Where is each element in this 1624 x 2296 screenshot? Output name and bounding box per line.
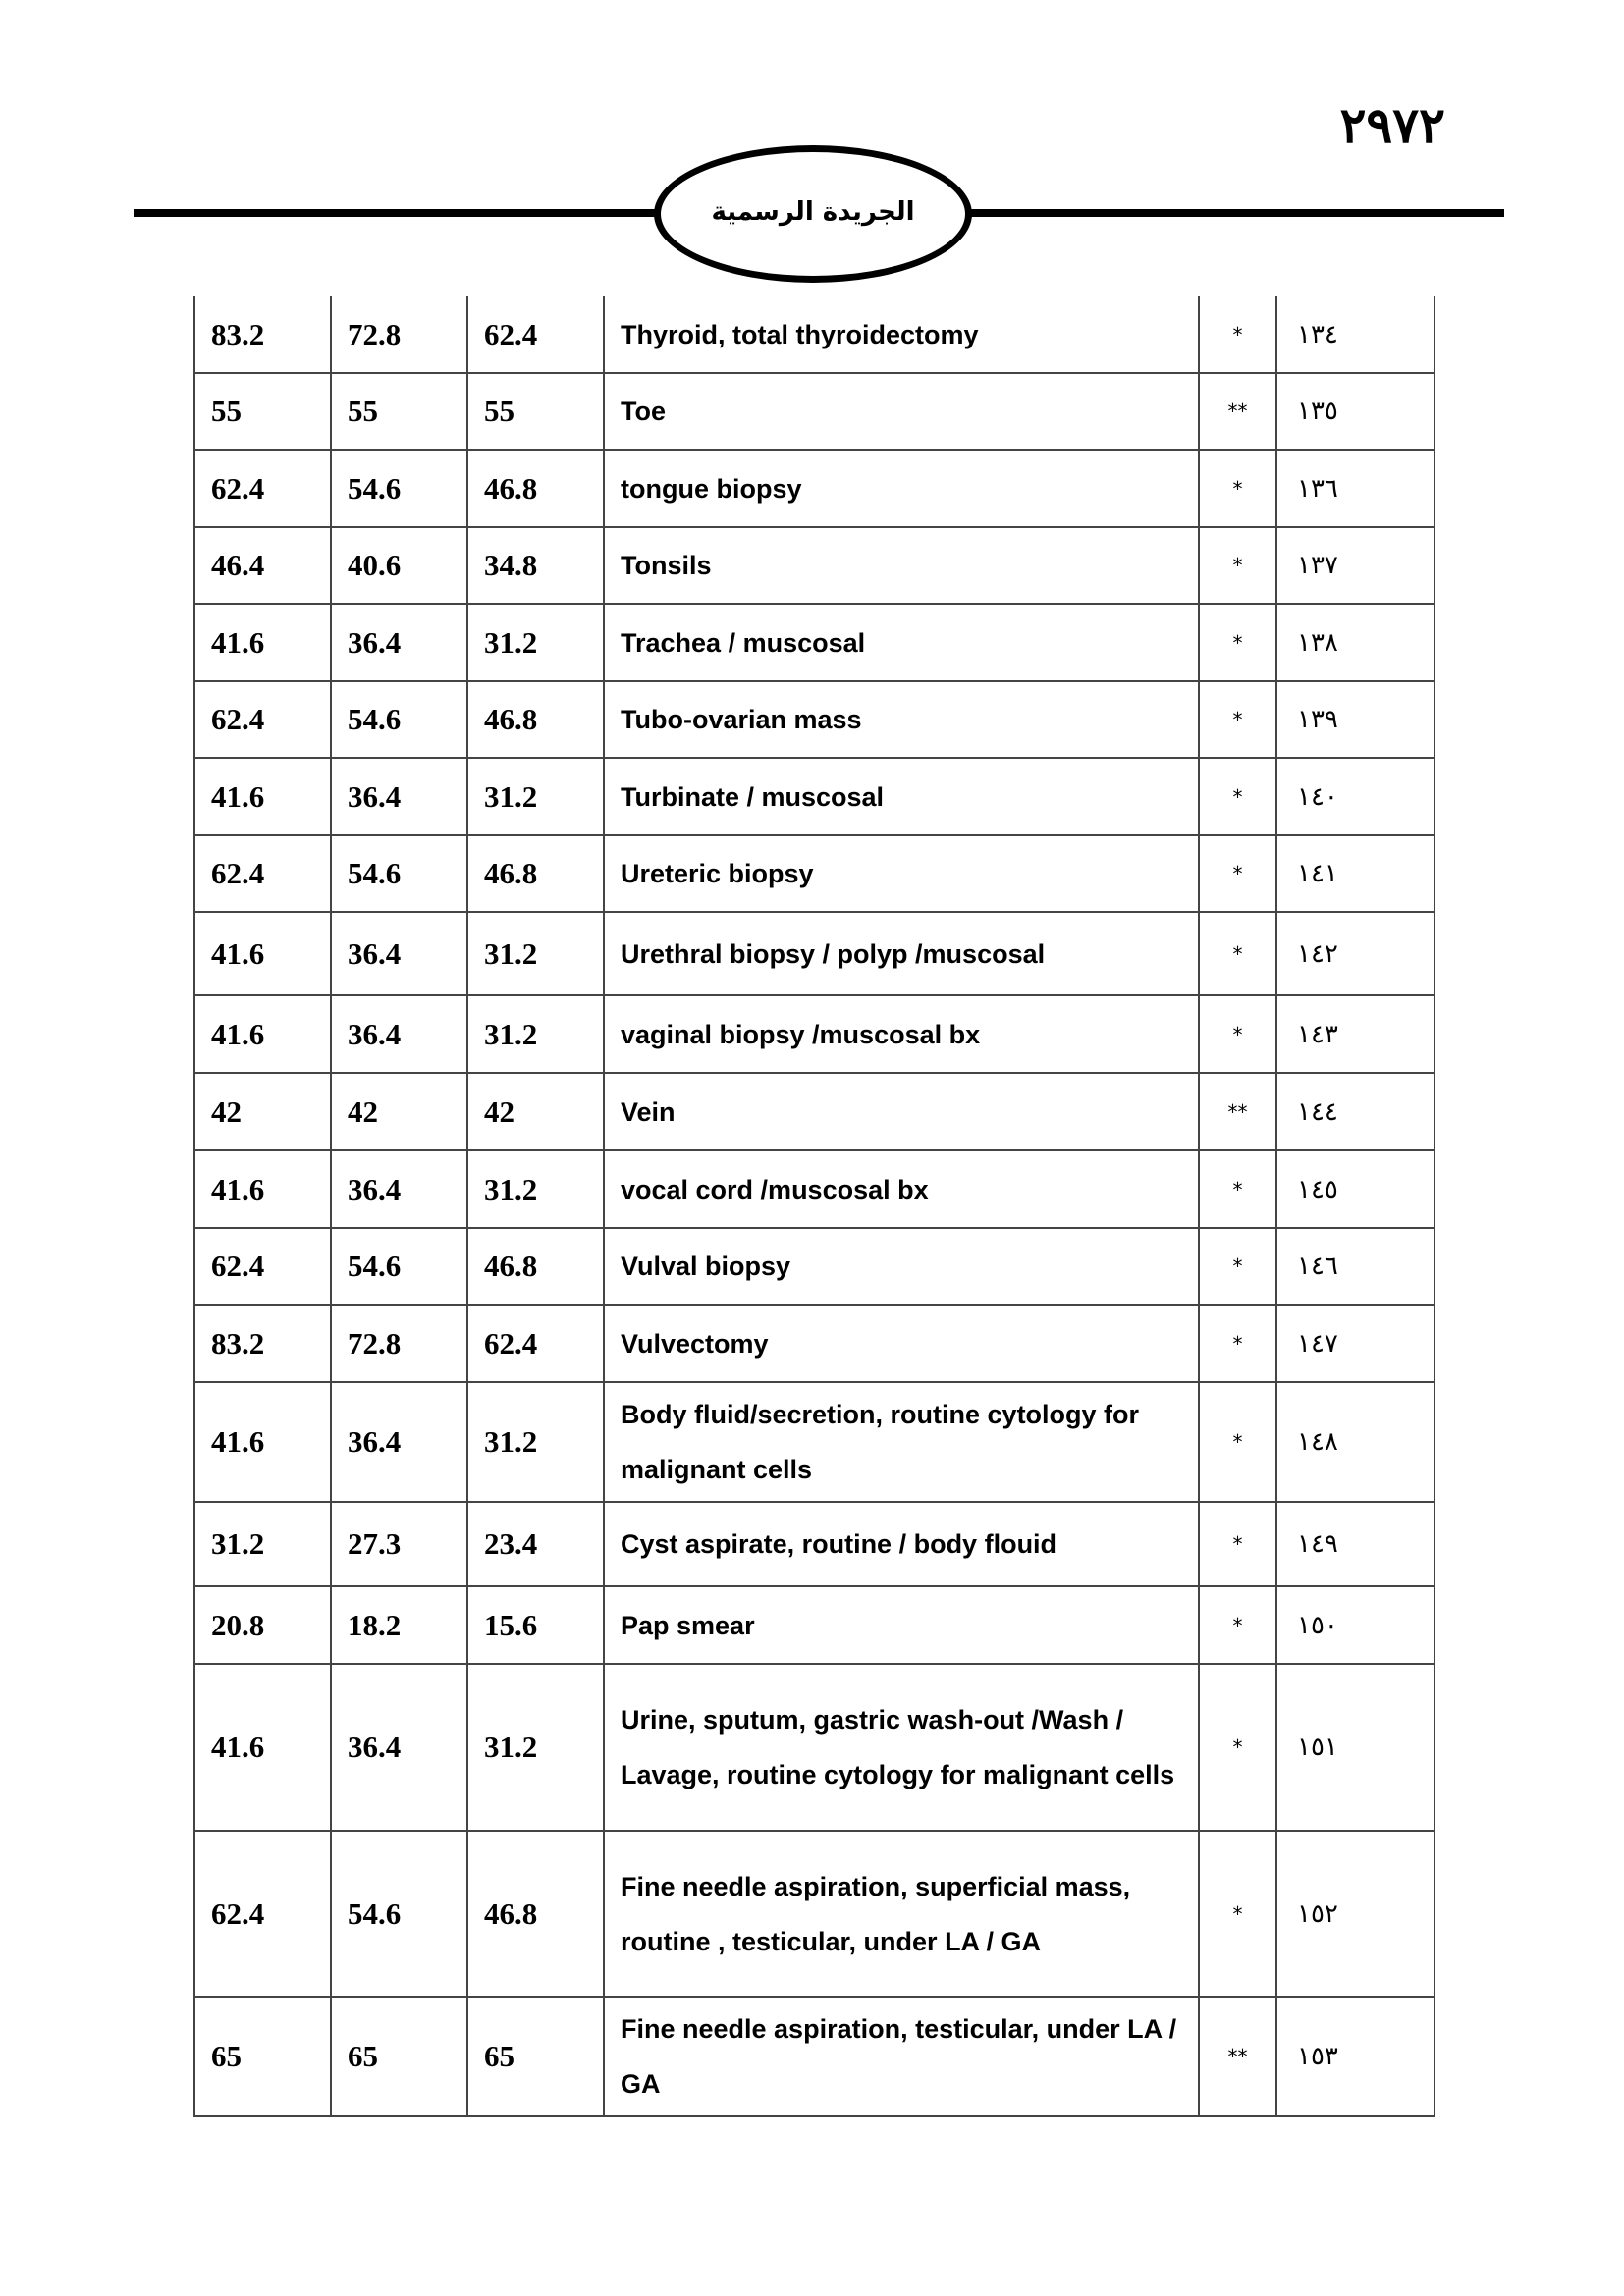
fee-cell-1-text: 31.2 [484, 778, 538, 814]
fee-cell-1-text: 34.8 [484, 548, 538, 582]
publication-title: الجريدة الرسمية [711, 197, 915, 227]
fee-cell-2 [331, 1382, 467, 1502]
mark-cell [1199, 1586, 1276, 1664]
table-row [194, 1831, 1435, 1997]
fee-cell-3-text: 41.6 [211, 1730, 265, 1764]
fee-cell-2 [331, 995, 467, 1073]
fee-cell-2-text: 42 [348, 1094, 378, 1129]
fee-cell-3 [194, 1073, 331, 1150]
mark-cell-text: * [1232, 1177, 1243, 1201]
mark-cell [1199, 1664, 1276, 1831]
item-number-cell [1276, 1997, 1435, 2116]
fee-cell-3 [194, 1997, 331, 2116]
fee-cell-1 [467, 1997, 604, 2116]
fee-cell-1-text: 31.2 [484, 1016, 538, 1051]
fee-cell-2 [331, 1586, 467, 1664]
fee-cell-2 [331, 1073, 467, 1150]
description-cell [604, 1305, 1199, 1382]
fee-cell-3 [194, 296, 331, 373]
fee-cell-3 [194, 604, 331, 681]
fee-cell-3-text: 65 [211, 2039, 242, 2073]
description-cell [604, 1382, 1199, 1502]
mark-cell-text: * [1232, 1613, 1243, 1637]
fee-cell-1-text: 42 [484, 1094, 514, 1129]
description-cell-text: Urine, sputum, gastric wash-out /Wash / Lavage, routine cytology for malignant cells [621, 1705, 1175, 1789]
mark-cell [1199, 450, 1276, 527]
fee-cell-1 [467, 1502, 604, 1586]
mark-cell-text: ** [1227, 400, 1248, 423]
fee-cell-3-text: 55 [211, 394, 242, 428]
description-cell [604, 296, 1199, 373]
fee-cell-2 [331, 681, 467, 758]
item-number-cell-text: ١٣٦ [1297, 473, 1338, 504]
mark-cell-text: * [1232, 1532, 1243, 1556]
description-cell [604, 758, 1199, 835]
mark-cell-text: * [1232, 476, 1243, 501]
description-cell-text: Thyroid, total thyroidectomy [621, 319, 979, 349]
mark-cell [1199, 527, 1276, 604]
table-row [194, 1382, 1435, 1502]
table-row [194, 1073, 1435, 1150]
description-cell [604, 527, 1199, 604]
description-cell-text: Tonsils [621, 551, 712, 580]
fee-cell-1-text: 46.8 [484, 702, 538, 736]
table-row [194, 527, 1435, 604]
item-number-cell-text: ١٤٠ [1297, 781, 1338, 812]
description-cell [604, 995, 1199, 1073]
mark-cell-text: * [1232, 1331, 1243, 1356]
fee-cell-3 [194, 1305, 331, 1382]
fee-cell-2-text: 36.4 [348, 778, 402, 814]
fee-cell-2-text: 36.4 [348, 935, 402, 971]
description-cell [604, 604, 1199, 681]
fee-cell-2-text: 36.4 [348, 1171, 402, 1206]
mark-cell [1199, 681, 1276, 758]
item-number-cell-text: ١٤٦ [1297, 1252, 1338, 1281]
fee-cell-3-text: 41.6 [211, 778, 265, 814]
fee-cell-3-text: 41.6 [211, 1171, 265, 1206]
item-number-cell-text: ١٥١ [1297, 1733, 1338, 1762]
item-number-cell [1276, 1831, 1435, 1997]
fee-cell-2-text: 27.3 [348, 1526, 402, 1561]
table-row [194, 681, 1435, 758]
fee-cell-1 [467, 604, 604, 681]
mark-cell-text: * [1232, 1430, 1243, 1454]
item-number-cell [1276, 1586, 1435, 1664]
fee-cell-2 [331, 296, 467, 373]
fee-cell-2-text: 54.6 [348, 702, 402, 736]
page-number: ٢٩٧٢ [1339, 96, 1445, 154]
item-number-cell [1276, 681, 1435, 758]
table-row [194, 1997, 1435, 2116]
description-cell [604, 1502, 1199, 1586]
fee-cell-2-text: 54.6 [348, 470, 402, 506]
description-cell-text: Body fluid/secretion, routine cytology for malignant cells [621, 1400, 1140, 1484]
description-cell-text: Toe [621, 397, 666, 426]
description-cell [604, 1228, 1199, 1305]
item-number-cell-text: ١٥٠ [1297, 1610, 1338, 1640]
fee-cell-2 [331, 1228, 467, 1305]
fee-cell-1-text: 46.8 [484, 856, 538, 890]
fee-cell-1 [467, 1228, 604, 1305]
mark-cell [1199, 1382, 1276, 1502]
description-cell-text: Tubo-ovarian mass [621, 705, 862, 734]
fee-cell-3-text: 62.4 [211, 856, 265, 890]
table-row [194, 1586, 1435, 1664]
fee-cell-2 [331, 835, 467, 912]
fee-cell-3 [194, 450, 331, 527]
description-cell [604, 1831, 1199, 1997]
item-number-cell-text: ١٤٩ [1297, 1529, 1338, 1559]
mark-cell [1199, 995, 1276, 1073]
fee-cell-1-text: 65 [484, 2039, 514, 2073]
item-number-cell [1276, 835, 1435, 912]
fee-cell-3-text: 83.2 [211, 1325, 265, 1361]
fee-cell-3 [194, 995, 331, 1073]
fee-cell-3 [194, 1150, 331, 1228]
fee-cell-3 [194, 1831, 331, 1997]
table-row [194, 995, 1435, 1073]
description-cell-text: Trachea / muscosal [621, 627, 866, 658]
fee-cell-1-text: 46.8 [484, 470, 538, 506]
fee-cell-1 [467, 527, 604, 604]
fee-cell-3 [194, 1228, 331, 1305]
mark-cell-text: * [1232, 322, 1243, 347]
fee-cell-3 [194, 758, 331, 835]
item-number-cell-text: ١٣٨ [1297, 627, 1338, 658]
item-number-cell-text: ١٤٢ [1297, 938, 1338, 969]
fee-cell-1 [467, 1382, 604, 1502]
fee-cell-3-text: 31.2 [211, 1526, 265, 1561]
fee-cell-2 [331, 912, 467, 995]
item-number-cell-text: ١٣٥ [1297, 397, 1338, 426]
description-cell [604, 1997, 1199, 2116]
fee-cell-2 [331, 604, 467, 681]
fee-cell-1-text: 31.2 [484, 935, 538, 971]
item-number-cell [1276, 1073, 1435, 1150]
description-cell-text: tongue biopsy [621, 473, 802, 504]
fee-cell-2-text: 54.6 [348, 1896, 402, 1931]
fee-cell-1-text: 31.2 [484, 1424, 538, 1459]
fee-table [193, 296, 1435, 2117]
fee-cell-3-text: 41.6 [211, 1016, 265, 1051]
fee-cell-3-text: 41.6 [211, 1424, 265, 1459]
item-number-cell [1276, 912, 1435, 995]
fee-cell-3 [194, 527, 331, 604]
description-cell-text: Cyst aspirate, routine / body flouid [621, 1529, 1057, 1559]
item-number-cell-text: ١٣٤ [1297, 319, 1338, 349]
mark-cell [1199, 1502, 1276, 1586]
fee-cell-2 [331, 1305, 467, 1382]
mark-cell [1199, 912, 1276, 995]
description-cell-text: Vulval biopsy [621, 1252, 791, 1281]
fee-cell-1 [467, 758, 604, 835]
table-row [194, 1150, 1435, 1228]
item-number-cell [1276, 604, 1435, 681]
description-cell-text: Fine needle aspiration, testicular, under LA / GA [621, 2014, 1177, 2099]
fee-cell-2 [331, 1997, 467, 2116]
fee-cell-3-text: 62.4 [211, 702, 265, 736]
fee-cell-2 [331, 1831, 467, 1997]
fee-cell-2-text: 40.6 [348, 548, 402, 582]
item-number-cell [1276, 758, 1435, 835]
description-cell [604, 1150, 1199, 1228]
fee-cell-1-text: 46.8 [484, 1896, 538, 1931]
mark-cell-text: * [1232, 784, 1243, 809]
fee-cell-3-text: 41.6 [211, 624, 265, 660]
mark-cell [1199, 1997, 1276, 2116]
mark-cell [1199, 758, 1276, 835]
item-number-cell-text: ١٤٥ [1297, 1174, 1338, 1204]
fee-cell-1 [467, 373, 604, 450]
mark-cell-text: * [1232, 554, 1243, 577]
fee-cell-1 [467, 995, 604, 1073]
mark-cell [1199, 296, 1276, 373]
fee-cell-2 [331, 373, 467, 450]
fee-cell-3-text: 62.4 [211, 1249, 265, 1283]
table-row [194, 1502, 1435, 1586]
fee-cell-1-text: 31.2 [484, 624, 538, 660]
fee-cell-2-text: 54.6 [348, 856, 402, 890]
item-number-cell-text: ١٣٧ [1297, 551, 1338, 580]
fee-cell-2 [331, 527, 467, 604]
fee-cell-1-text: 46.8 [484, 1249, 538, 1283]
item-number-cell [1276, 527, 1435, 604]
description-cell-text: Pap smear [621, 1610, 755, 1640]
description-cell-text: Vein [621, 1096, 676, 1127]
item-number-cell [1276, 1382, 1435, 1502]
fee-cell-3 [194, 1382, 331, 1502]
fee-cell-1-text: 31.2 [484, 1171, 538, 1206]
table-row [194, 296, 1435, 373]
fee-cell-2-text: 55 [348, 394, 378, 428]
fee-cell-1 [467, 1586, 604, 1664]
item-number-cell [1276, 1150, 1435, 1228]
mark-cell-text: * [1232, 941, 1243, 966]
table-row [194, 1305, 1435, 1382]
mark-cell-text: * [1232, 630, 1243, 655]
fee-cell-2 [331, 1502, 467, 1586]
table-row [194, 373, 1435, 450]
fee-cell-3-text: 46.4 [211, 548, 265, 582]
item-number-cell-text: ١٤٤ [1297, 1096, 1338, 1127]
table-row [194, 1228, 1435, 1305]
fee-cell-1-text: 23.4 [484, 1526, 538, 1561]
mark-cell [1199, 1228, 1276, 1305]
fee-cell-1 [467, 450, 604, 527]
fee-cell-3-text: 83.2 [211, 316, 265, 351]
fee-cell-3 [194, 1586, 331, 1664]
fee-cell-3-text: 41.6 [211, 935, 265, 971]
mark-cell [1199, 1150, 1276, 1228]
fee-cell-2 [331, 450, 467, 527]
fee-cell-2-text: 36.4 [348, 1424, 402, 1459]
publication-title-oval [654, 145, 972, 283]
mark-cell [1199, 1831, 1276, 1997]
description-cell-text: vocal cord /muscosal bx [621, 1174, 929, 1204]
fee-cell-1 [467, 912, 604, 995]
fee-cell-1 [467, 835, 604, 912]
fee-cell-3 [194, 912, 331, 995]
fee-cell-3 [194, 835, 331, 912]
description-cell [604, 1586, 1199, 1664]
header-rule-left [134, 209, 664, 217]
mark-cell [1199, 1073, 1276, 1150]
mark-cell-text: * [1232, 708, 1243, 731]
item-number-cell [1276, 1305, 1435, 1382]
description-cell-text: Turbinate / muscosal [621, 781, 885, 812]
mark-cell-text: * [1232, 1735, 1243, 1759]
item-number-cell [1276, 1502, 1435, 1586]
fee-cell-1-text: 62.4 [484, 316, 538, 351]
fee-cell-3-text: 42 [211, 1094, 242, 1129]
item-number-cell-text: ١٣٩ [1297, 705, 1338, 734]
table-row [194, 912, 1435, 995]
description-cell [604, 835, 1199, 912]
fee-cell-2-text: 36.4 [348, 1016, 402, 1051]
mark-cell-text: * [1232, 1901, 1243, 1926]
fee-cell-1-text: 62.4 [484, 1325, 538, 1361]
table-row [194, 1664, 1435, 1831]
item-number-cell-text: ١٤٣ [1297, 1019, 1338, 1049]
fee-cell-1 [467, 1150, 604, 1228]
item-number-cell-text: ١٥٣ [1297, 2042, 1338, 2071]
fee-cell-3-text: 62.4 [211, 470, 265, 506]
mark-cell-text: ** [1227, 2045, 1248, 2068]
fee-cell-2 [331, 1664, 467, 1831]
item-number-cell-text: ١٤٨ [1297, 1427, 1338, 1457]
description-cell-text: Vulvectomy [621, 1328, 769, 1359]
description-cell-text: Fine needle aspiration, superficial mass, routine , testicular, under LA / GA [621, 1871, 1131, 1956]
fee-cell-1 [467, 1073, 604, 1150]
item-number-cell [1276, 373, 1435, 450]
fee-cell-2-text: 36.4 [348, 1730, 402, 1764]
description-cell [604, 1073, 1199, 1150]
mark-cell [1199, 1305, 1276, 1382]
fee-cell-3-text: 20.8 [211, 1607, 265, 1642]
fee-cell-3-text: 62.4 [211, 1896, 265, 1931]
fee-cell-3 [194, 373, 331, 450]
fee-cell-2-text: 72.8 [348, 1325, 402, 1361]
item-number-cell-text: ١٤٧ [1297, 1328, 1338, 1359]
table-row [194, 604, 1435, 681]
mark-cell [1199, 835, 1276, 912]
mark-cell [1199, 604, 1276, 681]
fee-cell-1 [467, 1664, 604, 1831]
fee-cell-2-text: 65 [348, 2039, 378, 2073]
mark-cell-text: * [1232, 862, 1243, 885]
mark-cell-text: ** [1227, 1099, 1248, 1124]
fee-cell-2-text: 18.2 [348, 1607, 402, 1642]
description-cell [604, 450, 1199, 527]
fee-cell-1 [467, 1305, 604, 1382]
table-row [194, 835, 1435, 912]
description-cell [604, 373, 1199, 450]
fee-cell-3 [194, 681, 331, 758]
item-number-cell [1276, 450, 1435, 527]
description-cell [604, 681, 1199, 758]
description-cell-text: vaginal biopsy /muscosal bx [621, 1019, 981, 1049]
item-number-cell [1276, 1228, 1435, 1305]
item-number-cell-text: ١٤١ [1297, 859, 1338, 888]
mark-cell-text: * [1232, 1022, 1243, 1046]
item-number-cell [1276, 296, 1435, 373]
description-cell [604, 1664, 1199, 1831]
fee-cell-1-text: 15.6 [484, 1607, 538, 1642]
fee-cell-2-text: 54.6 [348, 1249, 402, 1283]
description-cell-text: Ureteric biopsy [621, 859, 814, 888]
fee-cell-3 [194, 1664, 331, 1831]
fee-cell-1 [467, 296, 604, 373]
table-row [194, 450, 1435, 527]
fee-cell-3 [194, 1502, 331, 1586]
mark-cell-text: * [1232, 1255, 1243, 1278]
fee-cell-1 [467, 1831, 604, 1997]
fee-cell-2-text: 36.4 [348, 624, 402, 660]
fee-cell-2 [331, 758, 467, 835]
item-number-cell-text: ١٥٢ [1297, 1898, 1338, 1929]
header-rule-right [957, 209, 1504, 217]
fee-cell-2 [331, 1150, 467, 1228]
item-number-cell [1276, 995, 1435, 1073]
description-cell [604, 912, 1199, 995]
fee-cell-1-text: 31.2 [484, 1730, 538, 1764]
table-row [194, 758, 1435, 835]
fee-table-body [194, 296, 1435, 2116]
item-number-cell [1276, 1664, 1435, 1831]
fee-cell-2-text: 72.8 [348, 316, 402, 351]
mark-cell [1199, 373, 1276, 450]
description-cell-text: Urethral biopsy / polyp /muscosal [621, 938, 1046, 969]
fee-cell-1-text: 55 [484, 394, 514, 428]
fee-cell-1 [467, 681, 604, 758]
